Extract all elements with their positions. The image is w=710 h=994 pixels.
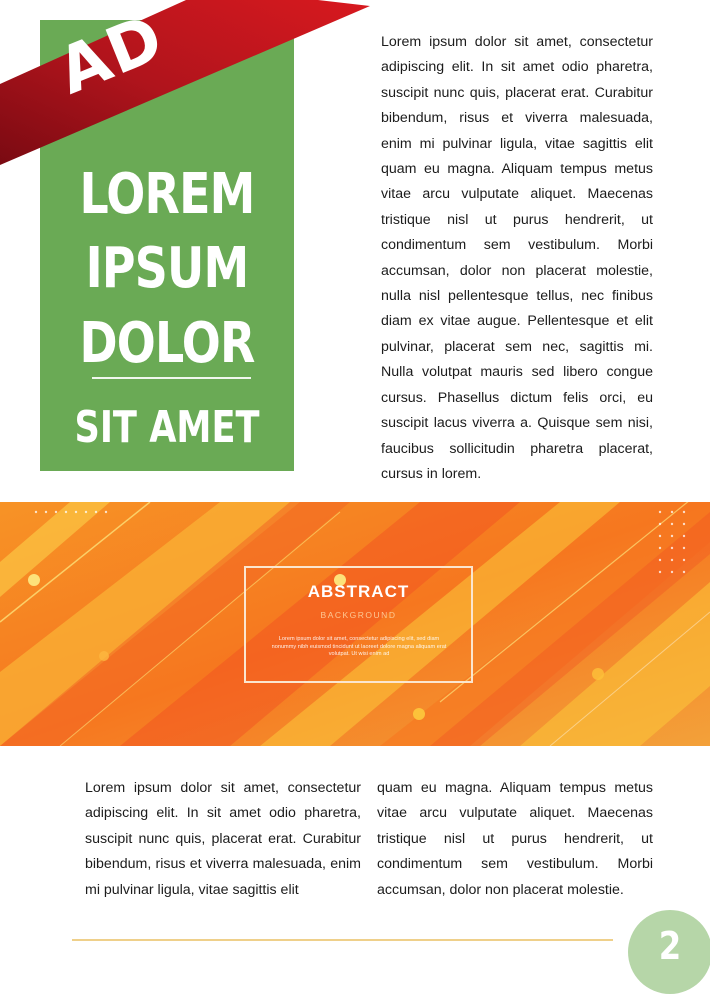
article-right-column [381,30,653,487]
banner-subtitle: BACKGROUND [320,610,397,620]
ad-divider [92,377,251,379]
ad-title-line-1: LOREM [79,162,255,227]
ad-title-line-3: DOLOR [79,311,255,376]
article-bottom-right-column [377,776,653,903]
ad-ribbon-shape [0,0,370,170]
article-bottom-right-text: quam eu magna. Aliquam tempus metus vitae arcu vulputate aliquet. Maecenas tristique nisl ut purus hendrerit, ut condimentum sem vestibulum. Morbi accumsan, dolor non placerat molestie. [377,780,653,898]
ad-ribbon [0,0,370,170]
ad-badge: AD [48,0,175,110]
footer-rule [72,939,613,941]
article-bottom-left-column [85,776,361,903]
article-right-text: Lorem ipsum dolor sit amet, consectetur adipiscing elit. In sit amet odio pharetra, suscipit nunc quis, placerat erat. Curabitur bibendum, risus et viverra malesuada, enim mi pulvinar ligula, vitae sagittis elit quam eu magna. Aliquam tempus metus vitae arcu vulputate aliquet. Maecenas tristique nisl ut purus hendrerit, ut condimentum sem vestibulum. Morbi accumsan, dolor non placerat molestie, nulla nisl pellentesque tellus, nec finibus diam ex vitae augue. Pellentesque et elit pulvinar, placerat sem nec, sagittis mi. Nulla volutpat mauris sed libero congue cursus. Phasellus dictum felis orci, eu suscipit lacus viverra a. Quisque sem nisi, faucibus sollicitudin pharetra placerat, cursus in lorem. [381,34,653,482]
article-bottom-left-text: Lorem ipsum dolor sit amet, consectetur adipiscing elit. In sit amet odio pharetra, suscipit nunc quis, placerat erat. Curabitur bibendum, risus et viverra malesuada, enim mi pulvinar ligula, vitae sagittis elit [85,780,361,898]
ad-title-line-2: IPSUM [85,236,249,301]
banner-title: ABSTRACT [307,582,410,601]
page-number: 2 [658,924,682,968]
banner-body-text: Lorem ipsum dolor sit amet, consectetur adipiscing elit, sed diam nonummy nibh euismod tincidunt ut laoreet dolore magna aliquam erat volutpat. Ut wisi enim ad [271,636,447,658]
ad-subtitle: SIT AMET [74,402,260,453]
abstract-banner [0,502,710,746]
